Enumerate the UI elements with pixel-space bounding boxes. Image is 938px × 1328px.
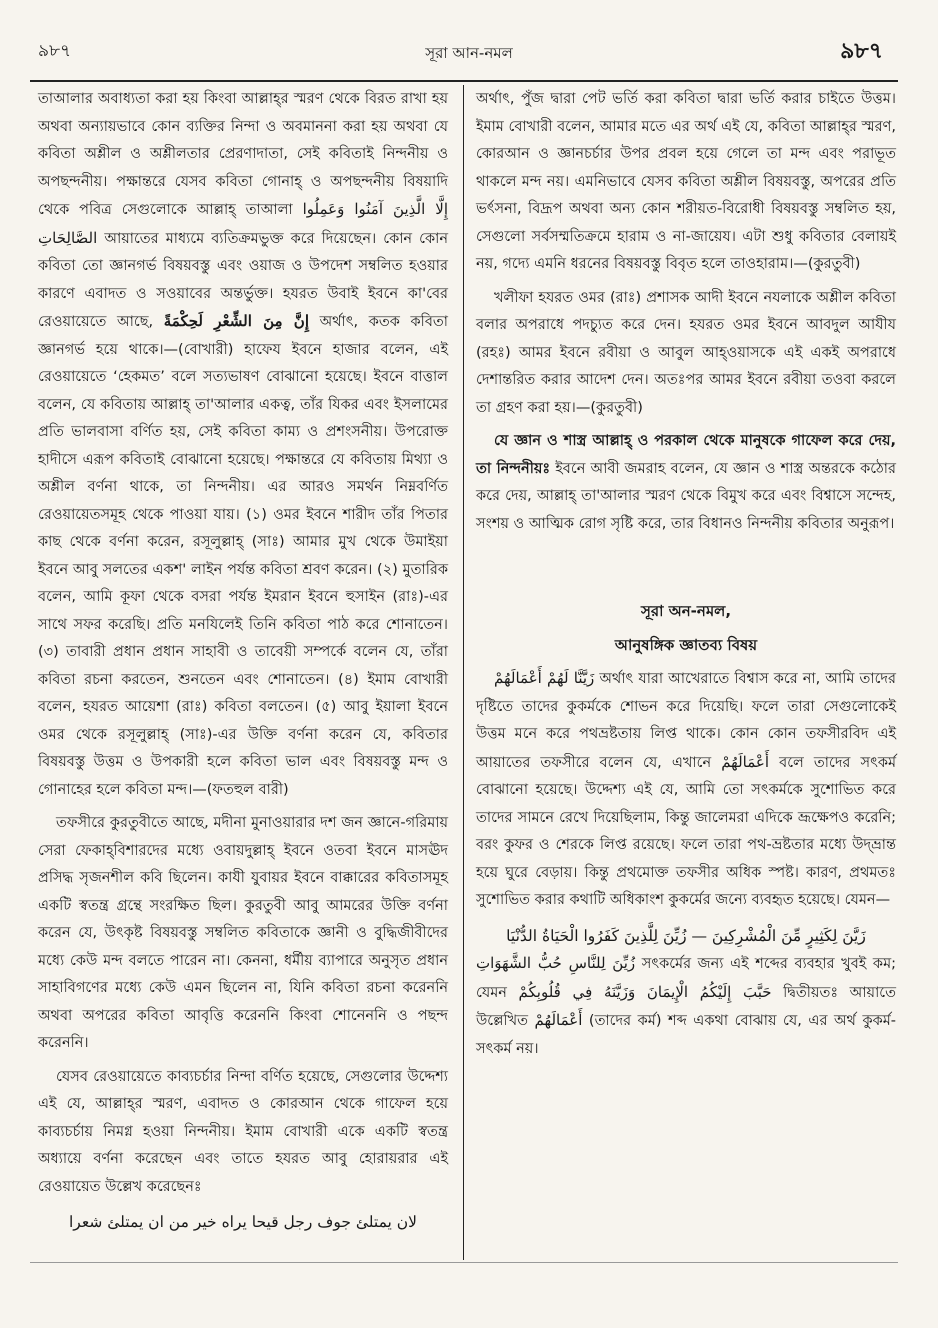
arabic-quote: حَبَّبَ إِلَيْكُمُ الْإِيمَانَ وَزَيَّنَهُ فِي قُلُوبِكُمْ (518, 982, 772, 1001)
paragraph: তফসীরে কুরতুবীতে আছে, মদীনা মুনাওয়ারার দশ জন জ্ঞানে-গরিমায় সেরা ফেকাহ্‌বিশারদের মধ্যে ওবায়দুল্লাহ্‌ ইবনে ওতবা ইবনে মাসঊদ প্রসিদ্ধ সৃজনশীল কবি ছিলেন। কাযী যুবায়র ইবনে বাক্কারের কবিতাসমূহ একটি স্বতন্ত্র গ্রন্থে সংরক্ষিত ছিল। কুরতুবী আবু আমরের উক্তি বর্ণনা করেন যে, উৎকৃষ্ট বিষয়বস্তু সম্বলিত কবিতাকে জ্ঞানী ও বুদ্ধিজীবীদের মধ্যে কেউ মন্দ বলতে পারেন না। কেননা, ধর্মীয় ব্যাপারে অনুসৃত প্রধান সাহাবিগণের মধ্যে কেউ এমন ছিলেন না, যিনি কবিতা রচনা করেননি অথবা অপরের কবিতা আবৃত্তি করেননি কিংবা শোনেননি ও পছন্দ করেননি। (38, 815, 448, 1051)
page-number-right: ৯৮৭ (840, 39, 883, 64)
arabic-quote: زَيَّنَّا لَهُمْ أَعْمَالَهُمْ (494, 669, 595, 687)
text-span: ইবনে আবী জমরাহ বলেন, যে জ্ঞান ও শাস্ত্র অন্তরকে কঠোর করে দেয়, আল্লাহ্‌ তা'আলার স্মরণ থেকে বিমুখ করে এবং বিশ্বাসে সন্দেহ, সংশয় ও আত্মিক রোগ সৃষ্টি করে, তার বিধানও নিন্দনীয় কবিতার অনুরূপ। (476, 460, 896, 532)
page-header (0, 0, 938, 80)
left-column (38, 86, 448, 1237)
paragraph: অর্থাৎ, পুঁজ দ্বারা পেট ভর্তি করা কবিতা দ্বারা ভর্তি করার চাইতে উত্তম। ইমাম বোখারী বলেন, আমার মতে এর অর্থ এই যে, কবিতা আল্লাহ্‌র স্মরণ, কোরআন ও জ্ঞানচর্চার উপর প্রবল হয়ে গেলে তা মন্দ এবং পরাভূত থাকলে মন্দ নয়। এমনিভাবে যেসব কবিতা অশ্লীল বিষয়বস্তু, অপরের প্রতি ভর্ৎসনা, বিদ্রূপ অথবা অন্য কোন শরীয়ত-বিরোধী বিষয়বস্তু সম্বলিত হয়, সেগুলো সর্বসম্মতিক্রমে হারাম ও না-জায়েয। এটা শুধু কবিতার বেলায়ই নয়, গদ্যে এমনি ধরনের বিষয়বস্তু বিবৃত হলে তাওহারাম।—(কুরতুবী) (476, 91, 896, 272)
text-span: অর্থাৎ যারা আখেরাতে বিশ্বাস করে না, আমি তাদের দৃষ্টিতে তাদের কুকর্মকে শোভন করে দিয়েছি। ফলে তারা সেগুলোকেই উত্তম মনে করে পথভ্রষ্টতায় লিপ্ত থাকে। কোন কোন তফসীরবিদ এই আয়াতের তফসীরে বলেন যে, এখানে (476, 671, 896, 771)
header-rule (30, 80, 898, 82)
footer-rule (30, 1262, 898, 1263)
text-span: আয়াতের মাধ্যমে ব্যতিক্রমভুক্ত করে দিয়েছেন। কোন কোন কবিতা তো জ্ঞানগর্ভ বিষয়বস্তু এবং ওয়াজ ও উপদেশ সম্বলিত হওয়ার কারণে এবাদত ও সওয়াবের অন্তর্ভুক্ত। হযরত উবাই ইবনে কা'বের রেওয়ায়েতে আছে, (38, 230, 449, 330)
paragraph (476, 950, 896, 1063)
paragraph (38, 86, 448, 804)
arabic-quote: أَعْمَالَهُمْ (534, 1011, 583, 1029)
text-span: সৎকর্মের জন্য এই শব্দের ব্যবহার খুবই কম; যেমন (476, 956, 897, 1001)
arabic-quote: أَعْمَالَهُمْ (721, 752, 770, 771)
text-span: দ্বিতীয়তঃ আয়াতে উল্লেখিত (476, 984, 896, 1029)
paragraph: খলীফা হযরত ওমর (রাঃ) প্রশাসক আদী ইবনে নযলাকে অশ্লীল কবিতা বলার অপরাধে পদচ্যুত করে দেন। হযরত ওমর ইবনে আবদুল আযীয (রহঃ) আমর ইবনে রবীয়া ও আবুল আহ্‌ওয়াসকে এই একই অপরাধে দেশান্তরিত করার আদেশ দেন। অতঃপর আমর ইবনে রবীয়া তওবা করলে তা গ্রহণ করা হয়।—(কুরতুবী) (476, 289, 896, 416)
page-number-left: ৯৮৭ (38, 41, 72, 61)
arabic-quote: الصَّالِحَاتِ (38, 228, 98, 247)
text-span: তাআলার অবাধ্যতা করা হয় কিংবা আল্লাহ্‌র স্মরণ থেকে বিরত রাখা হয় অথবা অন্যায়ভাবে কোন ব্যক্তির নিন্দা ও অবমাননা করা হয় অথবা যে কবিতা অশ্লীল ও অশ্লীলতার প্রেরণাদাতা, সেই কবিতাই নিন্দনীয় ও অপছন্দনীয়। পক্ষান্তরে যেসব কবিতা গোনাহ্‌ ও অপছন্দনীয় বিষয়াদি থেকে পবিত্র সেগুলোকে আল্লাহ্‌ তাআলা (38, 91, 448, 218)
arabic-quote: زُيِّنَ لِلنَّاسِ حُبُّ الشَّهَوَاتِ (476, 954, 636, 972)
text-span: বলে তাদের সৎকর্ম বোঝানো হয়েছে। উদ্দেশ্য এই যে, আমি তো সৎকর্মকে সুশোভিত করে তাদের সামনে রেখে দিয়েছিলাম, কিন্তু জালেমরা এদিকে ভ্রূক্ষেপও করেনি; বরং কুফর ও শেরকে লিপ্ত রয়েছে। ফলে তারা পথ-ভ্রষ্টতার মধ্যে উদ্‌ভ্রান্ত হয়ে ঘুরে বেড়ায়। কিন্তু প্রথমোক্ত তফসীর অধিক স্পষ্ট। কারণ, প্রথমতঃ সুশোভিত করার কথাটি অধিকাংশ কুকর্মের জন্যে ব্যবহৃত হয়েছে। যেমন— (476, 754, 897, 908)
text-span: (তাদের কর্ম) শব্দ একথা বোঝায় যে, এর অর্থ কুকর্ম-সৎকর্ম নয়। (476, 1013, 897, 1057)
arabic-hadith: لان يمتلئ جوف رجل قيحا يراه خير من ان يمتلئ شعرا (69, 1213, 417, 1231)
paragraph (476, 428, 896, 538)
column-divider (463, 85, 464, 1260)
section-subheading: আনুষঙ্গিক জ্ঞাতব্য বিষয় (614, 635, 758, 654)
arabic-quote: إِلَّا الَّذِينَ آمَنُوا وَعَمِلُوا (302, 200, 449, 218)
arabic-quote: إِنَّ مِنَ الشِّعْرِ لَحِكْمَةً (163, 312, 309, 330)
paragraph (476, 665, 896, 915)
arabic-verse: زَيَّنَ لِكَثِيرٍ مِّنَ الْمُشْرِكِينَ — زُيِّنَ لِلَّذِينَ كَفَرُوا الْحَيَاةُ الدُّنْيَا (506, 926, 866, 945)
paragraph: যেসব রেওয়ায়েতে কাব্যচর্চার নিন্দা বর্ণিত হয়েছে, সেগুলোর উদ্দেশ্য এই যে, আল্লাহ্‌র স্মরণ, এবাদত ও কোরআন থেকে গাফেল হয়ে কাব্যচর্চায় নিমগ্ন হওয়া নিন্দনীয়। ইমাম বোখারী একে একটি স্বতন্ত্র অধ্যায়ে বর্ণনা করেছেন এবং তাতে হযরত আবু হোরায়রার এই রেওয়ায়েত উল্লেখ করেছেনঃ (38, 1068, 448, 1195)
text-span: অর্থাৎ, কতক কবিতা জ্ঞানগর্ভ হয়ে থাকে।—(বোখারী) হাফেয ইবনে হাজার বলেন, এই রেওয়ায়েতে ‘হেকমত’ বলে সত্যভাষণ বোঝানো হয়েছে। ইবনে বাত্তাল বলেন, যে কবিতায় আল্লাহ্‌ তা'আলার একত্ব, তাঁর যিকর এবং ইসলামের প্রতি ভালবাসা বর্ণিত হয়, সেই কবিতা কাম্য ও প্রশংসনীয়। উপরোক্ত হাদীসে এরূপ কবিতাই বোঝানো হয়েছে। পক্ষান্তরে যে কবিতায় মিথ্যা ও অশ্লীল বর্ণনা থাকে, তা নিন্দনীয়। এর আরও সমর্থন নিম্নবর্ণিত রেওয়ায়েতসমূহ থেকে পাওয়া যায়। (১) ওমর ইবনে শারীদ তাঁর পিতার কাছ থেকে বর্ণনা করেন, রসূলুল্লাহ্‌ (সাঃ) আমার মুখ থেকে উমাইয়া ইবনে আবু সলতের একশ' লাইন পর্যন্ত কবিতা শ্রবণ করেন। (২) মুতারিক বলেন, আমি কূফা থেকে বসরা পর্যন্ত ইমরান ইবনে হুসাইন (রাঃ)-এর সাথে সফর করেছি। প্রতি মনযিলেই তিনি কবিতা পাঠ করে শোনাতেন। (৩) তাবারী প্রধান প্রধান সাহাবী ও তাবেয়ী সম্পর্কে বলেন যে, তাঁরা কবিতা রচনা করতেন, শুনতেন এবং শোনাতেন। (৪) ইমাম বোখারী বলেন, হযরত আয়েশা (রাঃ) কবিতা বলতেন। (৫) আবু ইয়ালা ইবনে ওমর থেকে রসূলুল্লাহ্‌ (সাঃ)-এর উক্তি বর্ণনা করেন যে, কবিতার বিষয়বস্তু উত্তম ও উপকারী হলে কবিতা ভাল এবং বিষয়বস্তু মন্দ ও গোনাহের হলে কবিতা মন্দ।—(ফতহুল বারী) (38, 314, 448, 798)
bold-lead: যে জ্ঞান ও শাস্ত্র আল্লাহ্‌ ও পরকাল থেকে মানুষকে গাফেল করে দেয়, তা নিন্দনীয়ঃ (476, 433, 896, 477)
right-column (476, 86, 896, 1069)
section-heading: সূরা অন-নমল, (640, 602, 732, 620)
running-title: সূরা আন-নমল (425, 44, 513, 62)
